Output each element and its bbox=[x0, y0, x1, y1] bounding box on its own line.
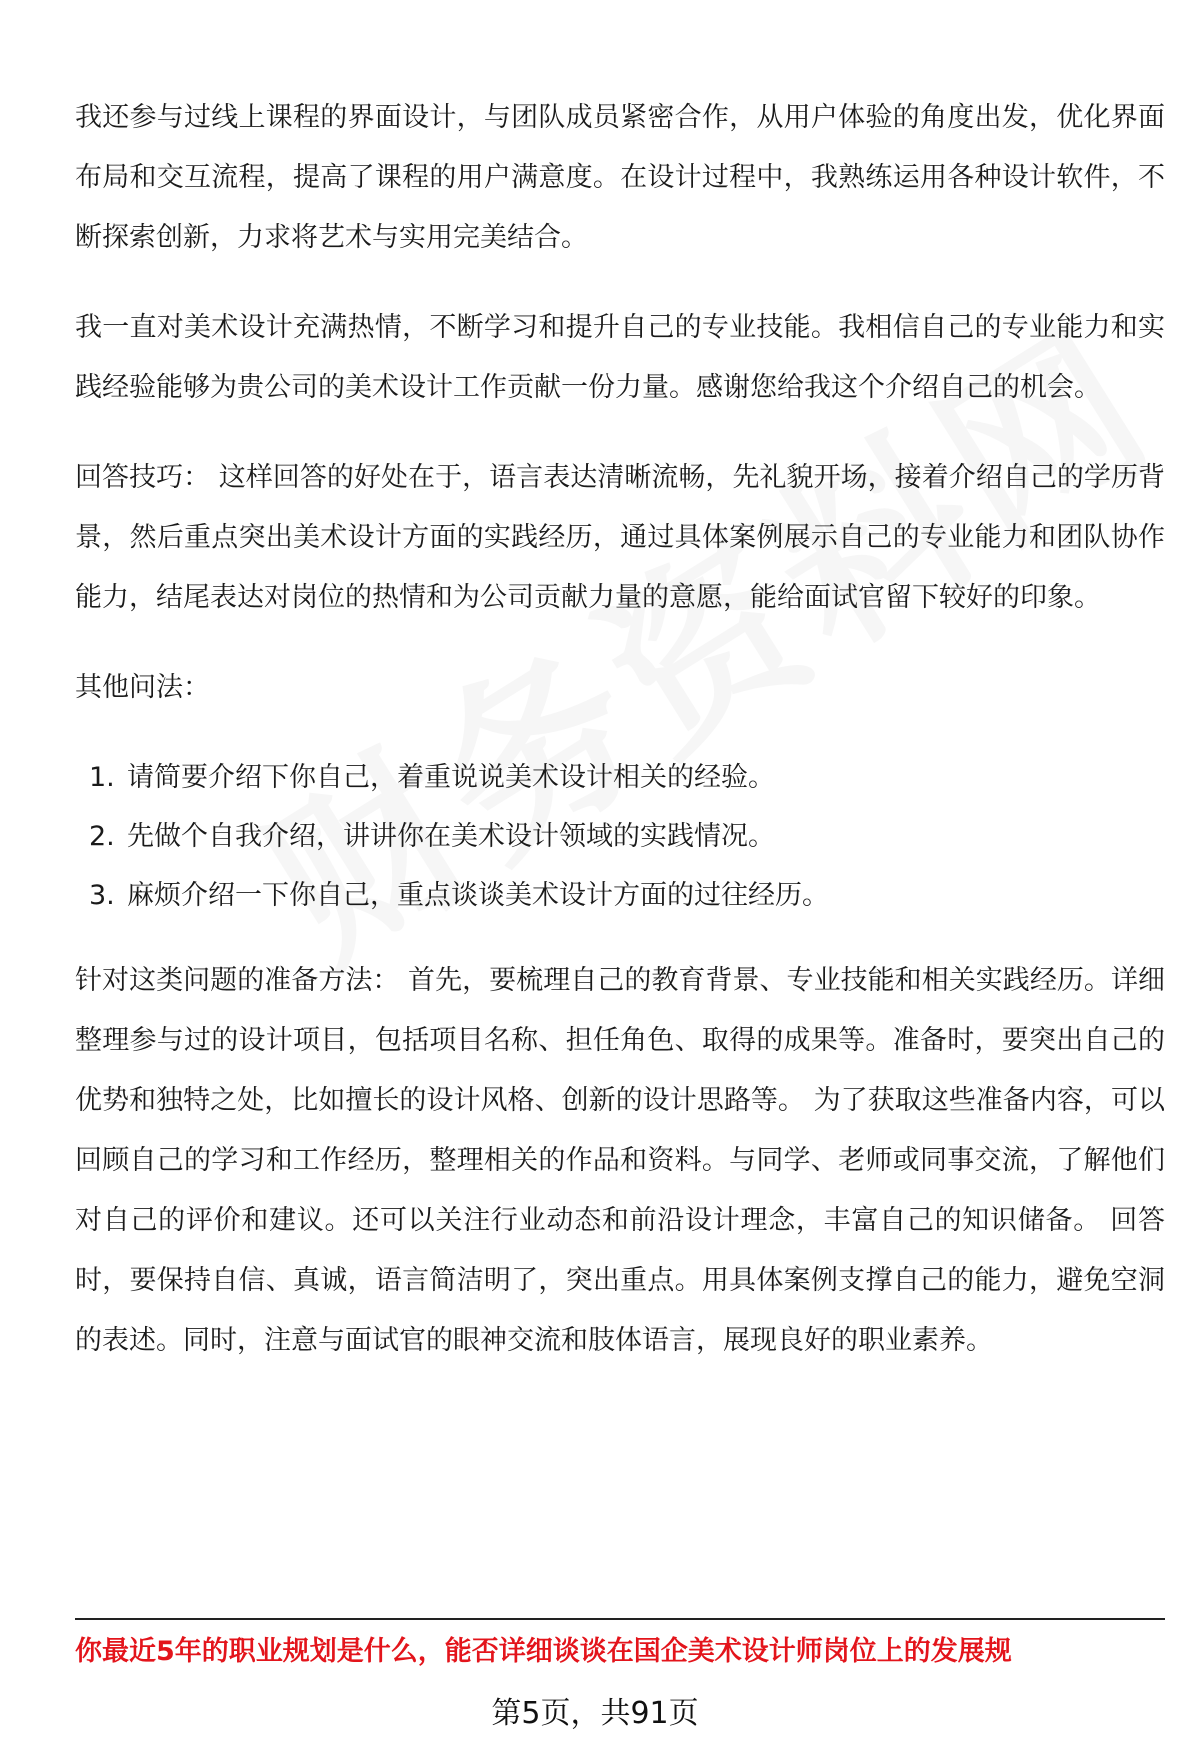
paragraph-other-asks-heading: 其他问法： bbox=[75, 672, 210, 703]
alt-question-list bbox=[75, 748, 1165, 925]
paragraph-preparation-method: 针对这类问题的准备方法： 首先，要梳理自己的教育背景、专业技能和相关实践经历。详细整理参与过的设计项目，包括项目名称、担任角色、取得的成果等。准备时，要突出自己的优势和独特之处，比如擅长的设计风格、创新的设计思路等。 为了获取这些准备内容，可以回顾自己的学习和工作经历，整理相关的作品和资料。与同学、老师或同事交流，了解他们对自己的评价和建议。还可以关注行业动态和前沿设计理念，丰富自己的知识储备。 回答时，要保持自信、真诚，语言简洁明了，突出重点。用具体案例支撑自己的能力，避免空洞的表述。同时，注意与面试官的眼神交流和肢体语言，展现良好的职业素养。 bbox=[75, 965, 1165, 1356]
list-item-text: 麻烦介绍一下你自己，重点谈谈美术设计方面的过往经历。 bbox=[127, 880, 829, 911]
paragraph-answer-tips: 回答技巧： 这样回答的好处在于，语言表达清晰流畅，先礼貌开场，接着介绍自己的学历背景，然后重点突出美术设计方面的实践经历，通过具体案例展示自己的专业能力和团队协作能力，结尾表达对岗位的热情和为公司贡献力量的意愿，能给面试官留下较好的印象。 bbox=[75, 462, 1165, 613]
page-number: 第5页，共91页 bbox=[491, 1696, 699, 1731]
paragraph-closing: 我一直对美术设计充满热情，不断学习和提升自己的专业技能。我相信自己的专业能力和实践经验能够为贵公司的美术设计工作贡献一份力量。感谢您给我这个介绍自己的机会。 bbox=[75, 312, 1165, 403]
list-item-number: 3. bbox=[89, 880, 115, 911]
list-item bbox=[75, 748, 1165, 807]
list-item-text: 请简要介绍下你自己，着重说说美术设计相关的经验。 bbox=[127, 762, 775, 793]
list-item-text: 先做个自我介绍，讲讲你在美术设计领域的实践情况。 bbox=[127, 821, 775, 852]
list-item-number: 2. bbox=[89, 821, 115, 852]
document-body bbox=[75, 88, 1165, 1401]
paragraph-ui-design: 我还参与过线上课程的界面设计，与团队成员紧密合作，从用户体验的角度出发，优化界面布局和交互流程，提高了课程的用户满意度。在设计过程中，我熟练运用各种设计软件，不断探索创新，力求将艺术与实用完美结合。 bbox=[75, 102, 1165, 253]
list-item-number: 1. bbox=[89, 762, 115, 793]
next-question-heading: 你最近5年的职业规划是什么，能否详细谈谈在国企美术设计师岗位上的发展规 bbox=[75, 1636, 1012, 1667]
list-item bbox=[75, 807, 1165, 866]
section-divider bbox=[75, 1618, 1165, 1620]
list-item bbox=[75, 866, 1165, 925]
